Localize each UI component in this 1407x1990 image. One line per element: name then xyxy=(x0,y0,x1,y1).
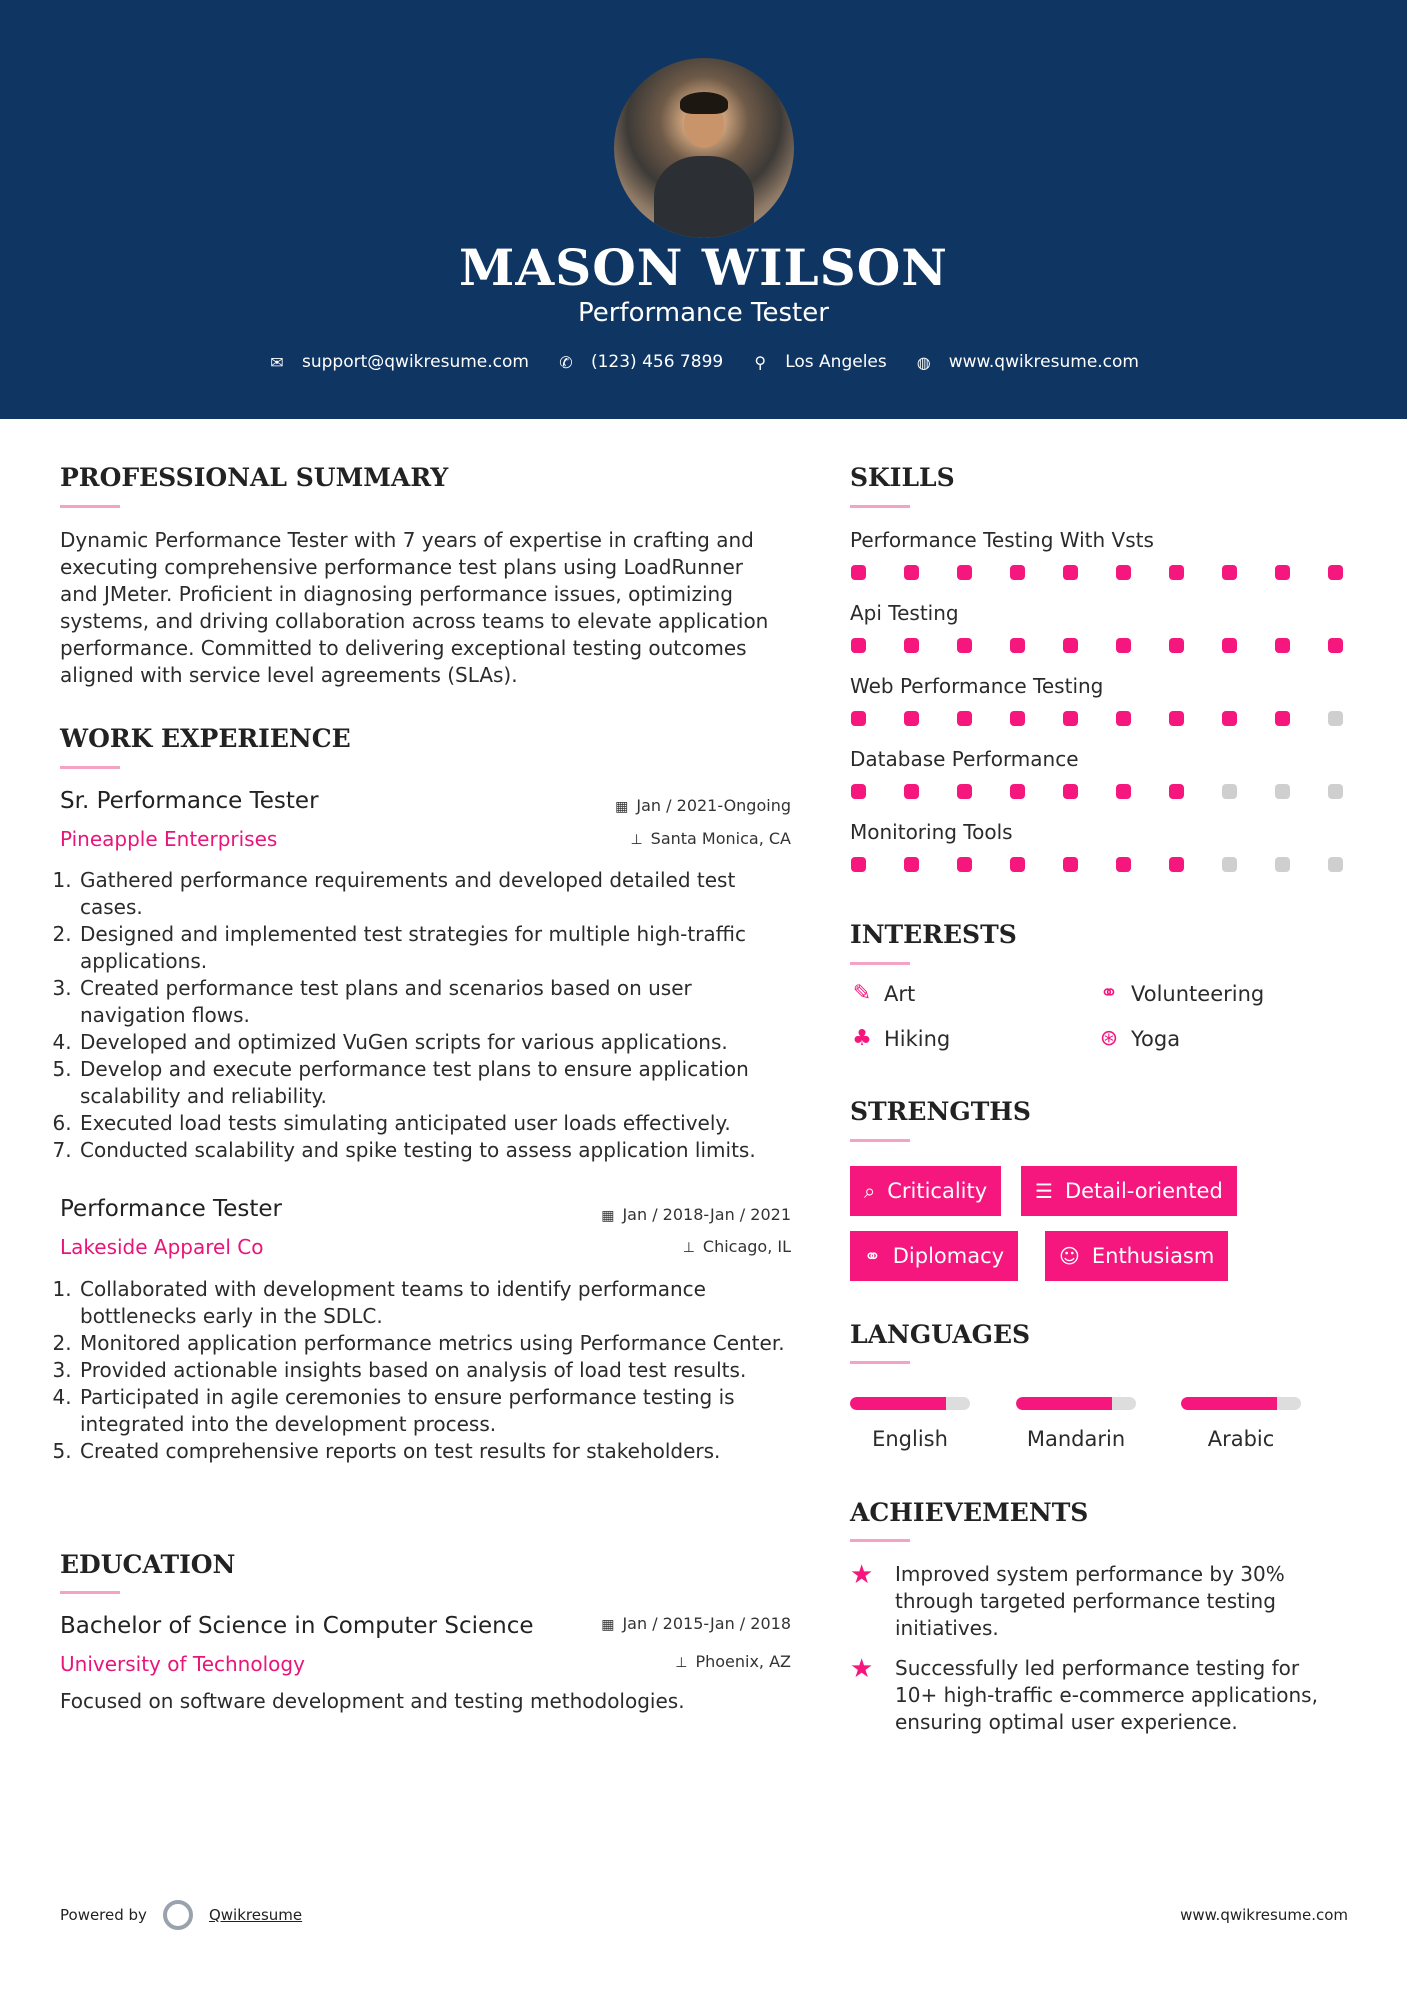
contact-bar xyxy=(0,352,1407,372)
rating-dot xyxy=(904,784,919,799)
section-divider xyxy=(60,1591,120,1594)
skill-name: Api Testing xyxy=(850,601,959,625)
rating-dot xyxy=(1328,857,1343,872)
calendar-icon: ▦ xyxy=(601,1208,615,1224)
job-location: ⊥ Chicago, IL xyxy=(682,1237,791,1256)
rating-dot xyxy=(1275,638,1290,653)
pushpin-icon: ⊥ xyxy=(675,1655,688,1671)
paintbrush-icon: ✎ xyxy=(852,981,872,1006)
achievement-item: Successfully led performance testing for 10+ high-traffic e-commerce applications, ensuring optimal user experience. xyxy=(895,1656,1318,1734)
rating-dot xyxy=(1328,784,1343,799)
rating-dot xyxy=(957,711,972,726)
list-item: 5. Develop and execute performance test plans to ensure application scalability and reliability. xyxy=(78,1056,800,1110)
experience-heading: WORK EXPERIENCE xyxy=(60,724,351,753)
languages-heading: LANGUAGES xyxy=(850,1320,1031,1349)
rating-dot xyxy=(851,565,866,580)
rating-dot xyxy=(1116,711,1131,726)
language-level-bar xyxy=(1181,1397,1301,1410)
rating-dot xyxy=(1063,857,1078,872)
strength-tag: ☰ Detail-oriented xyxy=(1021,1166,1237,1216)
lifering-icon: ⊛ xyxy=(1099,1026,1119,1051)
rating-dot xyxy=(1010,711,1025,726)
rating-dot xyxy=(957,784,972,799)
strengths-heading: STRENGTHS xyxy=(850,1097,1031,1126)
rating-dot xyxy=(1010,857,1025,872)
rating-dot xyxy=(1222,711,1237,726)
handshake-icon: ⚭ xyxy=(864,1244,881,1268)
rating-dot xyxy=(1275,565,1290,580)
star-icon: ★ xyxy=(850,1654,874,1684)
strength-tag: ⚭ Diplomacy xyxy=(850,1231,1018,1281)
company-name: Pineapple Enterprises xyxy=(60,827,278,851)
rating-dot xyxy=(1222,565,1237,580)
rating-dot xyxy=(1328,711,1343,726)
rating-dot xyxy=(1169,711,1184,726)
education-location: ⊥ Phoenix, AZ xyxy=(675,1652,791,1671)
degree-title: Bachelor of Science in Computer Science xyxy=(60,1613,534,1639)
interest-item: ♣ Hiking xyxy=(850,1026,950,1051)
skill-rating xyxy=(851,711,1343,726)
section-divider xyxy=(60,505,120,508)
search-icon: ⌕ xyxy=(864,1179,876,1203)
achievement-item: Improved system performance by 30% through targeted performance testing initiatives. xyxy=(895,1562,1285,1640)
list-icon: ☰ xyxy=(1035,1179,1053,1203)
calendar-icon: ▦ xyxy=(615,799,629,815)
qwikresume-link[interactable]: Qwikresume xyxy=(208,1906,303,1924)
strength-tag: ⌕ Criticality xyxy=(850,1166,1001,1216)
section-divider xyxy=(60,766,120,769)
rating-dot xyxy=(1169,784,1184,799)
pushpin-icon: ⊥ xyxy=(630,832,643,848)
skill-name: Web Performance Testing xyxy=(850,674,1104,698)
summary-text: Dynamic Performance Tester with 7 years of expertise in crafting and executing comprehensive performance test plans using LoadRunner and JMeter. Proficient in diagnosing performance issues, optimizing systems, and driving collaboration across teams to elevate application performance. Committed to delivering exceptional testing outcomes aligned with service level agreements (SLAs). xyxy=(60,528,769,687)
list-item: 2. Designed and implemented test strategies for multiple high-traffic applications. xyxy=(78,921,800,975)
footer-powered: Powered by Qwikresume xyxy=(60,1900,302,1930)
language-level-bar xyxy=(1016,1397,1136,1410)
section-divider xyxy=(850,1139,910,1142)
rating-dot xyxy=(904,857,919,872)
skill-rating xyxy=(851,638,1343,653)
education-dates: ▦ Jan / 2015-Jan / 2018 xyxy=(601,1614,791,1633)
rating-dot xyxy=(1116,565,1131,580)
rating-dot xyxy=(851,638,866,653)
skill-rating xyxy=(851,784,1343,799)
envelope-icon: ✉ xyxy=(270,352,284,372)
summary-heading: PROFESSIONAL SUMMARY xyxy=(60,463,449,492)
skill-name: Performance Testing With Vsts xyxy=(850,528,1154,552)
skill-rating xyxy=(851,565,1343,580)
rating-dot xyxy=(1063,565,1078,580)
contact-location: ⚲ Los Angeles xyxy=(751,352,887,372)
rating-dot xyxy=(1116,638,1131,653)
qwikresume-logo-icon xyxy=(163,1900,193,1930)
interest-item: ⚭ Volunteering xyxy=(1097,981,1264,1006)
rating-dot xyxy=(1275,784,1290,799)
strength-tag: ☺ Enthusiasm xyxy=(1045,1231,1228,1281)
skills-heading: SKILLS xyxy=(850,463,955,492)
rating-dot xyxy=(904,638,919,653)
phone-icon: ✆ xyxy=(559,352,573,372)
tree-icon: ♣ xyxy=(852,1026,872,1051)
footer-url[interactable]: www.qwikresume.com xyxy=(1180,1906,1348,1924)
rating-dot xyxy=(1169,638,1184,653)
rating-dot xyxy=(851,784,866,799)
rating-dot xyxy=(1275,857,1290,872)
job-duties xyxy=(60,1276,800,1465)
job-dates: ▦ Jan / 2021-Ongoing xyxy=(615,796,791,815)
job-title: Sr. Performance Tester xyxy=(60,788,319,814)
school-name: University of Technology xyxy=(60,1652,305,1676)
rating-dot xyxy=(1010,784,1025,799)
list-item: 3. Created performance test plans and scenarios based on user navigation flows. xyxy=(78,975,800,1029)
language-name: Mandarin xyxy=(1026,1427,1126,1451)
star-icon: ★ xyxy=(850,1560,874,1590)
job-location: ⊥ Santa Monica, CA xyxy=(630,829,791,848)
globe-icon: ◍ xyxy=(916,352,931,372)
rating-dot xyxy=(1063,638,1078,653)
list-item: 2. Monitored application performance metrics using Performance Center. xyxy=(78,1330,800,1357)
interest-item: ⊛ Yoga xyxy=(1097,1026,1180,1051)
rating-dot xyxy=(1063,784,1078,799)
rating-dot xyxy=(957,565,972,580)
handshake-icon: ⚭ xyxy=(1099,981,1119,1006)
job-duties xyxy=(60,867,800,1164)
contact-email[interactable]: ✉ support@qwikresume.com xyxy=(268,352,529,372)
map-pin-icon: ⚲ xyxy=(754,352,767,372)
education-heading: EDUCATION xyxy=(60,1550,236,1579)
skill-name: Monitoring Tools xyxy=(850,820,1013,844)
profile-photo xyxy=(614,58,794,238)
rating-dot xyxy=(1116,784,1131,799)
achievements-heading: ACHIEVEMENTS xyxy=(850,1498,1089,1527)
contact-phone[interactable]: ✆ (123) 456 7899 xyxy=(557,352,723,372)
candidate-name: MASON WILSON xyxy=(459,238,948,297)
language-name: Arabic xyxy=(1207,1427,1275,1451)
rating-dot xyxy=(957,857,972,872)
job-dates: ▦ Jan / 2018-Jan / 2021 xyxy=(601,1205,791,1224)
calendar-icon: ▦ xyxy=(601,1617,615,1633)
rating-dot xyxy=(957,638,972,653)
list-item: 4. Participated in agile ceremonies to ensure performance testing is integrated into the development process. xyxy=(78,1384,800,1438)
contact-website[interactable]: ◍ www.qwikresume.com xyxy=(915,352,1139,372)
rating-dot xyxy=(1222,784,1237,799)
rating-dot xyxy=(1116,857,1131,872)
list-item: 1. Gathered performance requirements and developed detailed test cases. xyxy=(78,867,800,921)
rating-dot xyxy=(904,711,919,726)
rating-dot xyxy=(1063,711,1078,726)
list-item: 6. Executed load tests simulating anticipated user loads effectively. xyxy=(78,1110,800,1137)
company-name: Lakeside Apparel Co xyxy=(60,1235,264,1259)
interest-item: ✎ Art xyxy=(850,981,915,1006)
rating-dot xyxy=(1275,711,1290,726)
rating-dot xyxy=(1328,638,1343,653)
language-level-fill xyxy=(850,1397,946,1410)
skill-rating xyxy=(851,857,1343,872)
rating-dot xyxy=(1169,565,1184,580)
list-item: 5. Created comprehensive reports on test results for stakeholders. xyxy=(78,1438,800,1465)
language-level-fill xyxy=(1181,1397,1277,1410)
job-title: Performance Tester xyxy=(60,1196,282,1222)
rating-dot xyxy=(1010,638,1025,653)
rating-dot xyxy=(904,565,919,580)
pushpin-icon: ⊥ xyxy=(682,1240,695,1256)
rating-dot xyxy=(1010,565,1025,580)
language-level-bar xyxy=(850,1397,970,1410)
language-name: English xyxy=(872,1427,948,1451)
list-item: 3. Provided actionable insights based on analysis of load test results. xyxy=(78,1357,800,1384)
candidate-role: Performance Tester xyxy=(578,298,829,328)
rating-dot xyxy=(1222,638,1237,653)
rating-dot xyxy=(1169,857,1184,872)
language-level-fill xyxy=(1016,1397,1112,1410)
section-divider xyxy=(850,1361,910,1364)
education-description: Focused on software development and testing methodologies. xyxy=(60,1689,685,1713)
rating-dot xyxy=(1222,857,1237,872)
section-divider xyxy=(850,505,910,508)
rating-dot xyxy=(851,711,866,726)
list-item: 1. Collaborated with development teams to identify performance bottlenecks early in the SDLC. xyxy=(78,1276,800,1330)
rating-dot xyxy=(851,857,866,872)
smile-icon: ☺ xyxy=(1059,1244,1080,1268)
interests-heading: INTERESTS xyxy=(850,920,1017,949)
skill-name: Database Performance xyxy=(850,747,1079,771)
section-divider xyxy=(850,1539,910,1542)
section-divider xyxy=(850,962,910,965)
list-item: 7. Conducted scalability and spike testing to assess application limits. xyxy=(78,1137,800,1164)
list-item: 4. Developed and optimized VuGen scripts for various applications. xyxy=(78,1029,800,1056)
rating-dot xyxy=(1328,565,1343,580)
